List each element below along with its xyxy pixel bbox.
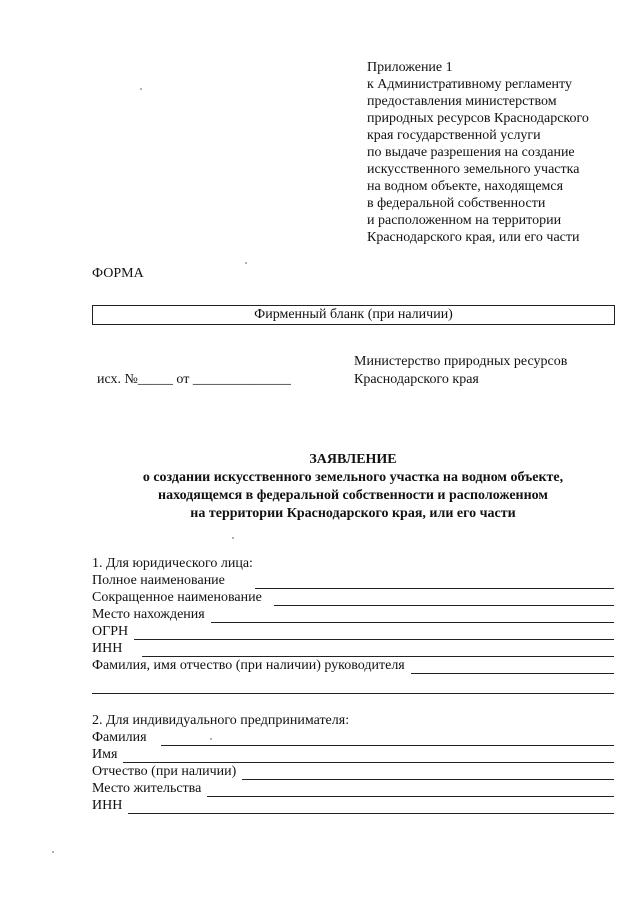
appendix-line: на водном объекте, находящемся <box>367 179 564 194</box>
scan-speck <box>140 88 142 90</box>
form-field[interactable] <box>92 623 614 640</box>
field-input-line[interactable] <box>242 767 614 780</box>
title-line: находящемся в федеральной собственности и расположенном <box>158 488 548 503</box>
recipient-line: Краснодарского края <box>354 372 479 387</box>
field-label: ИНН <box>92 641 123 656</box>
appendix-line: природных ресурсов Краснодарского <box>367 111 589 126</box>
appendix-line: к Административному регламенту <box>367 77 572 92</box>
field-input-line[interactable] <box>142 644 614 657</box>
form-field[interactable] <box>92 640 614 657</box>
field-label: Полное наименование <box>92 573 225 588</box>
field-label: Фамилия, имя отчество (при наличии) руководителя <box>92 658 405 673</box>
section-heading: 1. Для юридического лица: <box>92 556 253 571</box>
title-line: на территории Краснодарского края, или его части <box>190 506 516 521</box>
field-input-line[interactable] <box>274 593 614 606</box>
form-label: ФОРМА <box>92 266 144 281</box>
appendix-line: Краснодарского края, или его части <box>367 230 580 245</box>
field-label: Место жительства <box>92 781 202 796</box>
section-legal-entity <box>92 555 614 694</box>
document-title <box>92 451 614 523</box>
appendix-line: по выдаче разрешения на создание <box>367 145 575 160</box>
title-line: о создании искусственного земельного участка на водном объекте, <box>142 470 564 485</box>
field-continuation-line[interactable] <box>92 678 614 694</box>
field-input-line[interactable] <box>207 784 614 797</box>
scan-speck <box>210 738 212 740</box>
letterhead-box: Фирменный бланк (при наличии) <box>92 305 615 325</box>
field-input-line[interactable] <box>211 610 614 623</box>
form-field[interactable] <box>92 606 614 623</box>
form-field[interactable] <box>92 780 614 797</box>
form-field[interactable] <box>92 763 614 780</box>
form-field[interactable] <box>92 729 614 746</box>
field-input-line[interactable] <box>123 750 614 763</box>
title-heading: ЗАЯВЛЕНИЕ <box>309 452 397 467</box>
appendix-line: Приложение 1 <box>367 60 453 75</box>
appendix-line: края государственной услуги <box>367 128 541 143</box>
field-label: Место нахождения <box>92 607 205 622</box>
form-field[interactable] <box>92 589 614 606</box>
appendix-line: искусственного земельного участка <box>367 162 580 177</box>
field-label: ИНН <box>92 798 123 813</box>
scan-speck <box>232 537 234 539</box>
outgoing-number-field[interactable]: исх. №_____ от ______________ <box>97 372 291 387</box>
field-label: ОГРН <box>92 624 129 639</box>
field-input-line[interactable] <box>255 576 614 589</box>
field-input-line[interactable] <box>134 627 614 640</box>
field-input-line[interactable] <box>411 661 614 674</box>
section-entrepreneur <box>92 712 614 814</box>
recipient-block <box>354 353 567 389</box>
field-label: Фамилия <box>92 730 147 745</box>
appendix-line: в федеральной собственности <box>367 196 546 211</box>
field-input-line[interactable] <box>128 801 614 814</box>
form-field[interactable] <box>92 746 614 763</box>
field-input-line[interactable] <box>161 733 614 746</box>
form-field[interactable] <box>92 572 614 589</box>
appendix-line: предоставления министерством <box>367 94 557 109</box>
field-label: Сокращенное наименование <box>92 590 262 605</box>
field-label: Имя <box>92 747 118 762</box>
appendix-line: и расположенном на территории <box>367 213 562 228</box>
recipient-line: Министерство природных ресурсов <box>354 354 568 369</box>
scan-speck <box>245 262 247 264</box>
section-heading: 2. Для индивидуального предпринимателя: <box>92 713 350 728</box>
form-field[interactable] <box>92 797 614 814</box>
field-label: Отчество (при наличии) <box>92 764 237 779</box>
form-field[interactable] <box>92 657 614 674</box>
scan-speck <box>52 851 54 853</box>
appendix-block <box>367 59 589 246</box>
